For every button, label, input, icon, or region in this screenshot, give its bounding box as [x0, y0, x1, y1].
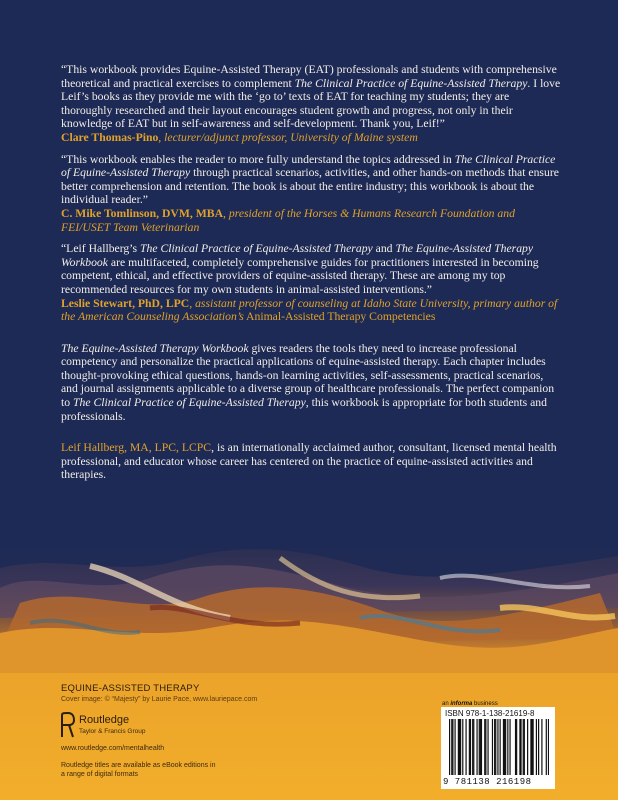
- endorsement-2: [61, 153, 561, 235]
- series-name: EQUINE-ASSISTED THERAPY: [61, 683, 200, 694]
- cover-painting: [0, 548, 618, 673]
- barcode-bar: [465, 719, 466, 775]
- barcode-bar: [459, 719, 460, 775]
- barcode-bar: [519, 719, 520, 775]
- barcode-bar: [507, 719, 508, 775]
- author-bio: [61, 441, 561, 482]
- endorsement-1-attribution: Clare Thomas-Pino, lecturer/adjunct professor, University of Maine system: [61, 130, 418, 144]
- barcode-bars: [449, 719, 549, 775]
- barcode-bar: [538, 719, 539, 775]
- barcode-bar: [449, 719, 450, 775]
- barcode-bar: [536, 719, 537, 775]
- barcode-bar: [527, 719, 528, 775]
- barcode-bar: [481, 719, 482, 775]
- endorsement-1-text: “This workbook provides Equine-Assisted Therapy (EAT) professionals and students with comprehensive theoretical and practical exercises to complement The Clinical Practice of Equine-Assisted Therapy. I love Leif’s books as they provide me with the ‘go to’ texts of EAT for teaching my students; they are thoroughly researched and their layout encourages student growth and progress, not only in their knowledge of EAT but in self-awareness and self-development. Thank you, Leif!”: [61, 63, 561, 131]
- barcode-bar: [479, 719, 480, 775]
- endorsement-2-text: “This workbook enables the reader to more fully understand the topics addressed in The Clinical Practice of Equine-Assisted Therapy through practical scenarios, activities, and other hands-on methods that ensure better comprehension and retention. The book is about the entire industry; this workbook is about the individual reader.”: [61, 152, 559, 207]
- author-name: Leif Hallberg, MA, LPC, LCPC: [61, 441, 212, 455]
- book-description: The Equine-Assisted Therapy Workbook gives readers the tools they need to increase professional competency and personalize the practical applications of equine-assisted therapy. Each chapter includes thought-provoking ethical questions, hands-on learning activities, self-assessments, practical scenarios, and journal assignments applicable to a diverse group of healthcare professionals. The perfect companion to The Clinical Practice of Equine-Assisted Therapy, this workbook is appropriate for both students and professionals.: [61, 341, 555, 423]
- barcode-bar: [523, 719, 524, 775]
- barcode-bar: [541, 719, 542, 775]
- barcode-bar: [460, 719, 461, 775]
- barcode-bar: [470, 719, 471, 775]
- barcode-bar: [516, 719, 517, 775]
- barcode-bar: [515, 719, 516, 775]
- ean-digits: 9 781138 216198: [443, 777, 532, 787]
- barcode-bar: [484, 719, 485, 775]
- barcode-bar: [469, 719, 470, 775]
- endorsement-3: [61, 242, 561, 324]
- barcode-bar: [503, 719, 504, 775]
- publisher-subtitle: Taylor & Francis Group: [79, 728, 146, 735]
- endorsement-3-attribution: Leslie Stewart, PhD, LPC, assistant professor of counseling at Idaho State University, primary author of the American Counseling Association’s Animal-Assisted Therapy Competencies: [61, 296, 558, 324]
- barcode-bar: [533, 719, 534, 775]
- barcode-bar: [487, 719, 488, 775]
- barcode-bar: [451, 719, 452, 775]
- informa-label: an informa business: [442, 701, 498, 707]
- barcode-bar: [500, 719, 501, 775]
- barcode-bar: [497, 719, 498, 775]
- publisher-name: Routledge: [79, 714, 130, 726]
- cover-image-credit: Cover image: © “Majesty” by Laurie Pace, www.lauriepace.com: [61, 696, 258, 703]
- routledge-r-icon: [61, 712, 75, 738]
- publisher-website: www.routledge.com/mentalhealth: [61, 745, 165, 752]
- barcode-bar: [485, 719, 486, 775]
- barcode-bar: [520, 719, 521, 775]
- barcode-bar: [494, 719, 495, 775]
- barcode-bar: [480, 719, 481, 775]
- barcode-bar: [492, 719, 493, 775]
- barcode-bar: [530, 719, 531, 775]
- barcode-bar: [509, 719, 510, 775]
- endorsement-3-text: “Leif Hallberg’s The Clinical Practice of Equine-Assisted Therapy and The Equine-Assisted Therapy Workbook are multifaceted, completely comprehensive guides for practitioners interested in becoming competent, ethical, and effective providers of equine-assisted therapy. These are among my top recommended resources for my own students in animal-assisted interventions.”: [61, 242, 539, 296]
- author-bio-text: , is an internationally acclaimed author, consultant, licensed mental health professional, and educator whose career has centered on the practice of equine-assisted activities and therapies.: [61, 441, 557, 482]
- barcode-bar: [458, 719, 459, 775]
- endorsement-1: [61, 63, 561, 145]
- barcode-bar: [548, 719, 549, 775]
- painting-strokes: [0, 548, 618, 673]
- barcode-bar: [476, 719, 477, 775]
- isbn-number: ISBN 978-1-138-21619-8: [445, 709, 535, 718]
- barcode-panel: [441, 707, 555, 789]
- barcode-bar: [473, 719, 474, 775]
- endorsement-2-attribution: C. Mike Tomlinson, DVM, MBA, president of the Horses & Humans Research Foundation and FEI/USET Team Veterinarian: [61, 206, 515, 234]
- barcode-bar: [454, 719, 455, 775]
- cover-text: [61, 63, 561, 482]
- barcode-bar: [546, 719, 547, 775]
- publisher-logo: [61, 712, 171, 742]
- barcode-bar: [462, 719, 463, 775]
- barcode-bar: [505, 719, 506, 775]
- barcode-bar: [472, 719, 473, 775]
- barcode-bar: [495, 719, 496, 775]
- barcode-bar: [524, 719, 525, 775]
- barcode-bar: [531, 719, 532, 775]
- ebook-note: Routledge titles are available as eBook editions in a range of digital formats: [61, 762, 216, 778]
- barcode-bar: [452, 719, 453, 775]
- barcode-bar: [504, 719, 505, 775]
